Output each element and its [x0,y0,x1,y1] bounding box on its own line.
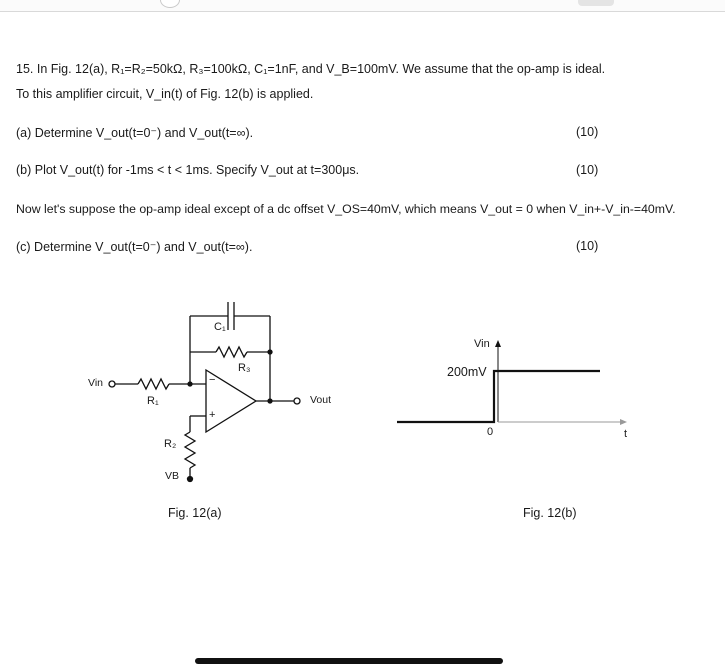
fig-b-time-label: t [624,428,628,440]
home-indicator[interactable] [195,658,503,664]
fig-b-caption: Fig. 12(b) [523,506,577,520]
part-c-text: (c) Determine V_out(t=0⁻) and V_out(t=∞). [16,240,253,254]
part-a-text: (a) Determine V_out(t=0⁻) and V_out(t=∞). [16,126,254,140]
fig-a-caption: Fig. 12(a) [168,506,222,520]
part-a-points: (10) [576,125,599,139]
fig-b-vin-label: Vin [474,338,490,350]
label-r3: R₃ [238,362,251,374]
label-vin: Vin [88,377,103,389]
label-plus: + [209,409,216,421]
part-c-points: (10) [576,239,599,253]
label-c1: C₁ [214,321,226,333]
label-r2: R₂ [164,438,177,450]
problem-line-1-text: 15. In Fig. 12(a), R₁=R₂=50kΩ, R₃=100kΩ, C₁=1nF, and V_B=100mV. We assume that the op-amp is ideal. [16,62,606,76]
problem-line-2-text: To this amplifier circuit, V_in(t) of Fig. 12(b) is applied. [16,87,314,101]
part-b-text: (b) Plot V_out(t) for -1ms < t < 1ms. Specify V_out at t=300μs. [16,163,360,177]
part-b-points: (10) [576,163,599,177]
label-minus: − [209,374,216,386]
label-vb: VB [165,470,180,482]
vertical-axis-arrow [495,340,501,347]
time-axis-arrow [620,419,627,425]
fig-b-origin-label: 0 [487,426,494,438]
label-vout: Vout [310,394,332,406]
label-r1: R₁ [147,395,159,407]
fig-b-level-label: 200mV [447,365,487,379]
offset-note-text: Now let's suppose the op-amp ideal except of a dc offset V_OS=40mV, which means V_out = 0 when V_in+-V_in-=40mV. [16,202,676,216]
